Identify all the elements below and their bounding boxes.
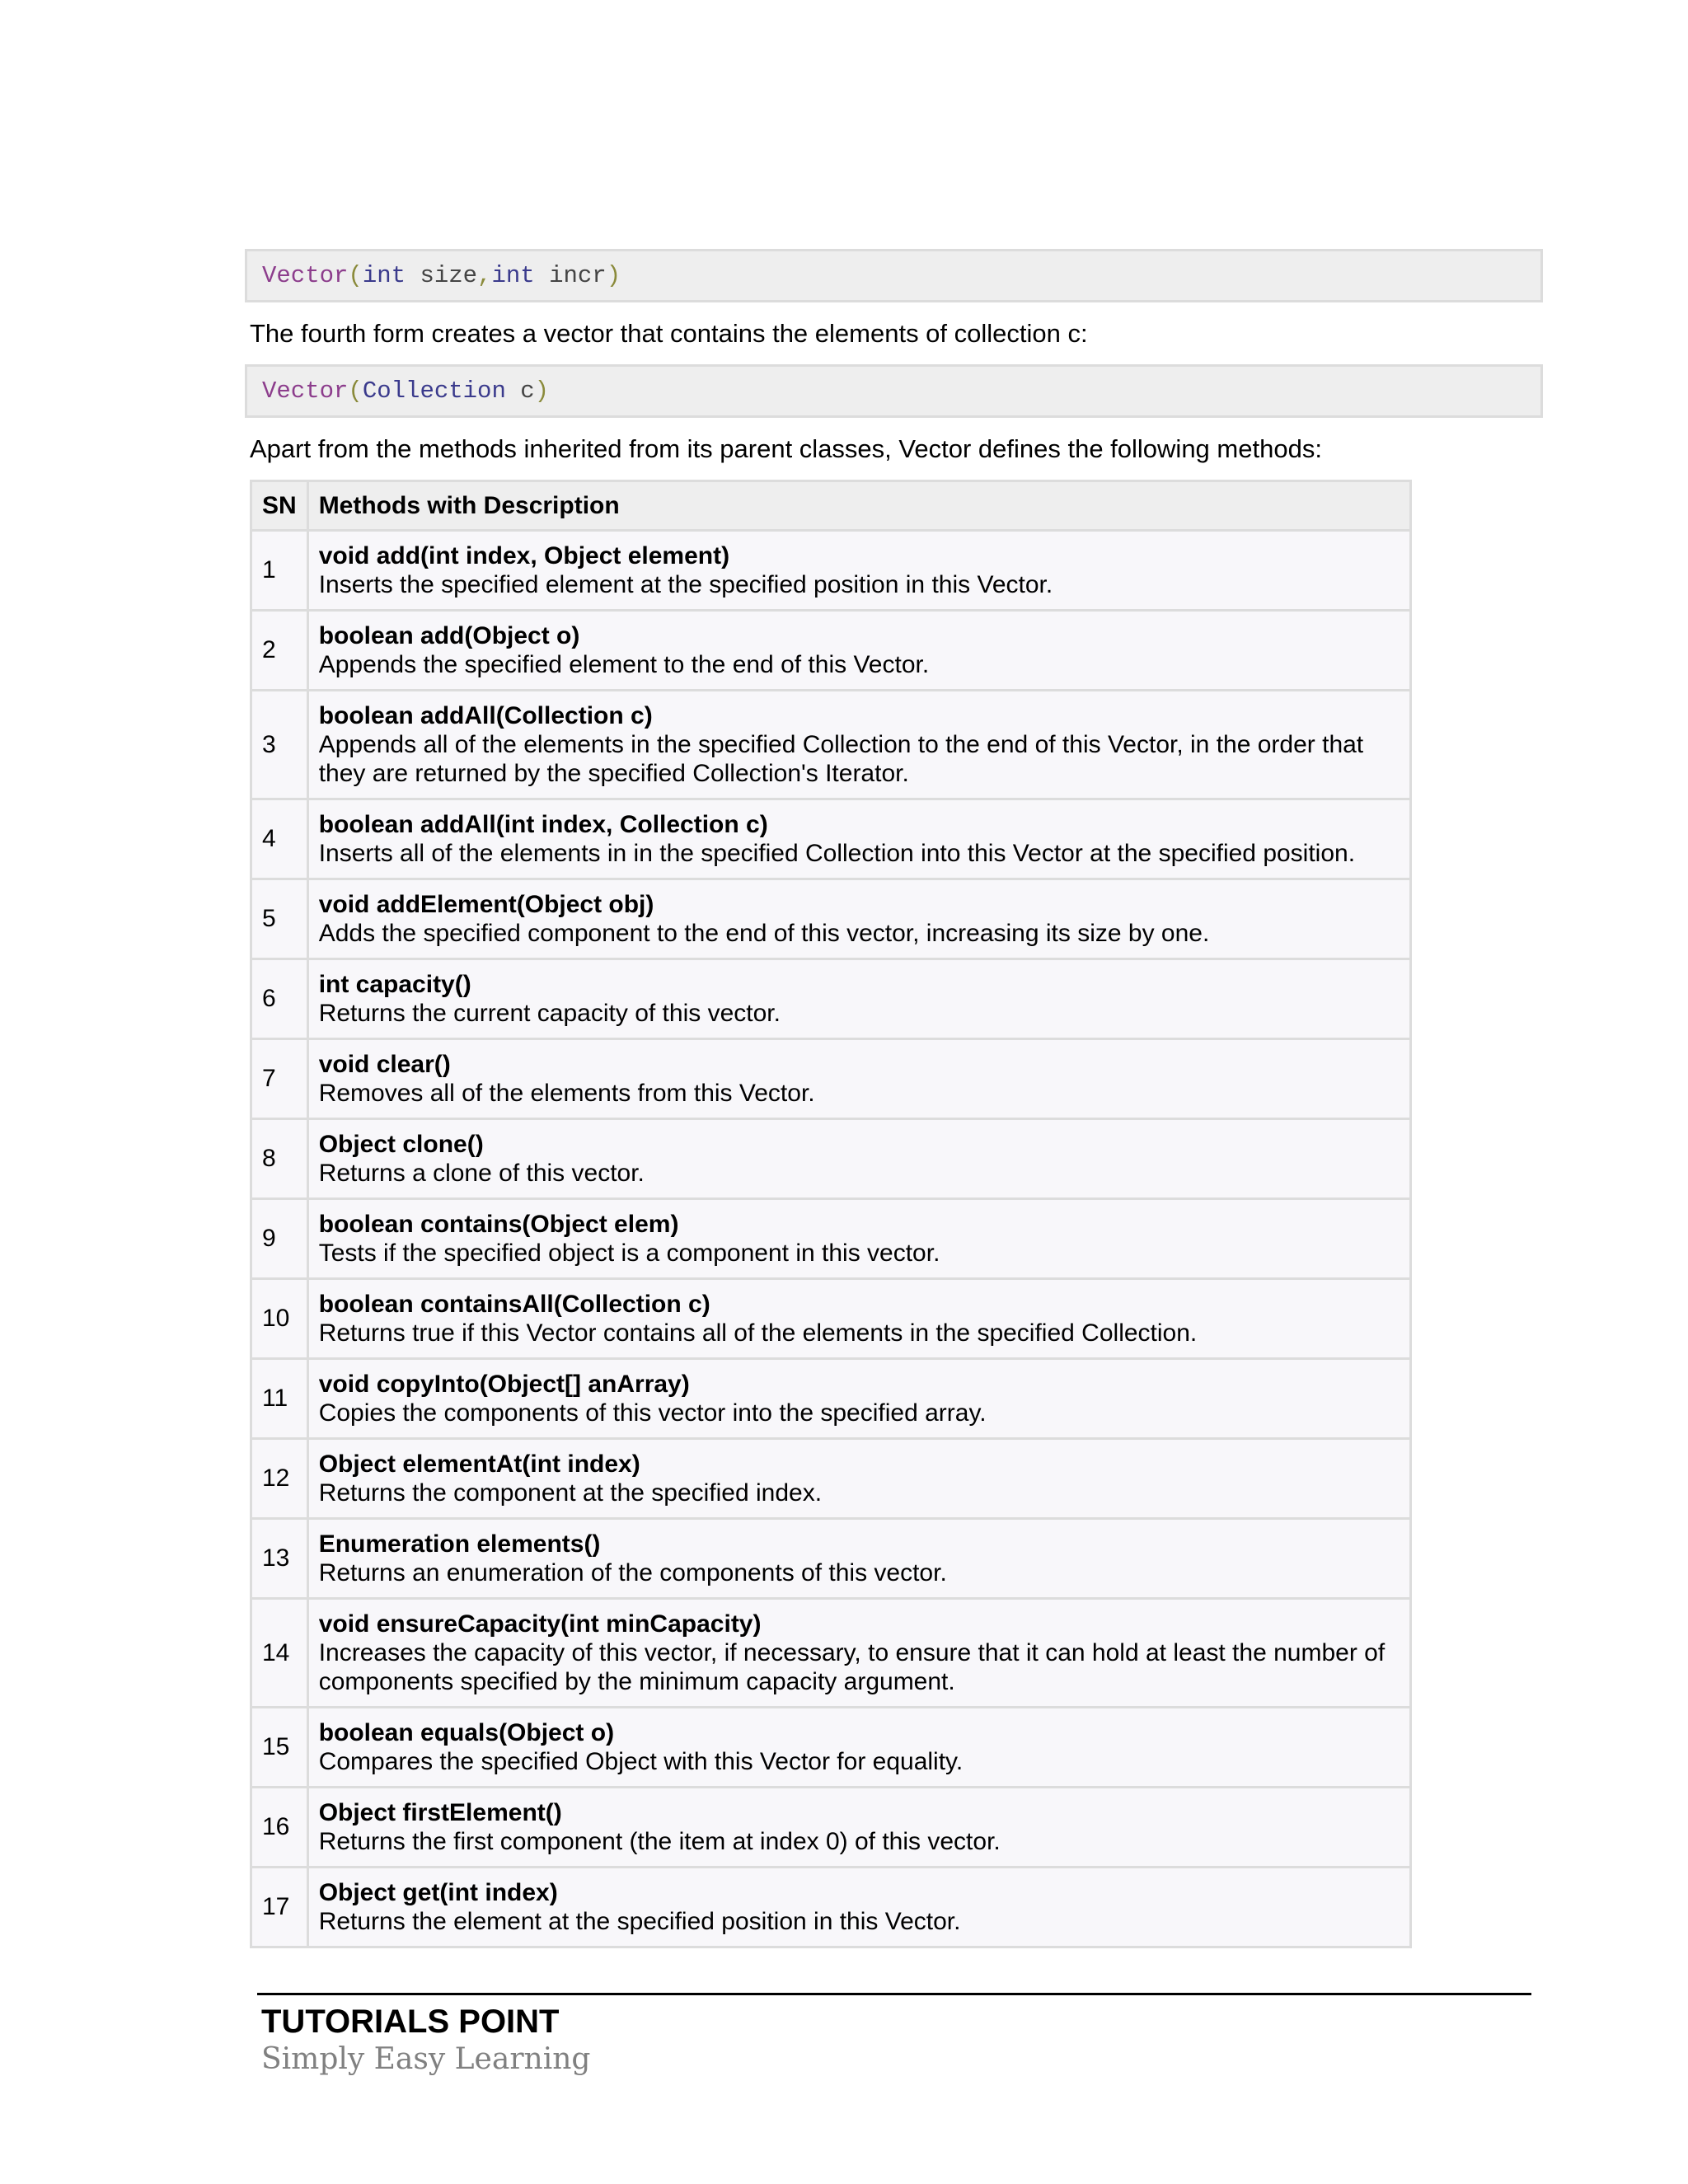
row-method [307, 1868, 1410, 1947]
row-sn: 12 [251, 1439, 308, 1519]
methods-table-body [251, 531, 1411, 1947]
method-signature: Object firstElement() [318, 1799, 562, 1826]
method-signature: Object elementAt(int index) [318, 1451, 640, 1478]
code-type: Collection [362, 377, 506, 405]
method-signature: void add(int index, Object element) [318, 542, 730, 569]
methods-table [250, 480, 1412, 1948]
method-signature: boolean addAll(int index, Collection c) [318, 811, 768, 838]
code-close-paren: ) [534, 377, 550, 405]
table-row [251, 1708, 1411, 1788]
method-signature: Enumeration elements() [318, 1530, 601, 1558]
row-method [307, 959, 1410, 1039]
method-signature: void clear() [318, 1051, 451, 1078]
method-description: Appends the specified element to the end of this Vector. [318, 651, 930, 678]
code-type: int [491, 262, 535, 289]
table-header-row [251, 481, 1411, 531]
row-method [307, 1199, 1410, 1279]
table-row [251, 799, 1411, 879]
row-method [307, 879, 1410, 959]
row-sn: 6 [251, 959, 308, 1039]
row-method [307, 1119, 1410, 1199]
page-content [245, 249, 1543, 1948]
row-sn: 9 [251, 1199, 308, 1279]
code-block-vector-collection [245, 364, 1543, 418]
table-row [251, 1119, 1411, 1199]
code-open-paren: ( [348, 262, 363, 289]
method-description: Returns the first component (the item at index 0) of this vector. [318, 1828, 1001, 1855]
row-method [307, 611, 1410, 691]
code-open-paren: ( [348, 377, 363, 405]
method-signature: void ensureCapacity(int minCapacity) [318, 1610, 762, 1638]
code-block-vector-size-incr [245, 249, 1543, 302]
method-description: Inserts all of the elements in in the specified Collection into this Vector at the specified position. [318, 840, 1356, 867]
table-row [251, 1519, 1411, 1599]
table-row [251, 1199, 1411, 1279]
row-method [307, 1439, 1410, 1519]
method-description: Inserts the specified element at the specified position in this Vector. [318, 571, 1053, 598]
method-description: Compares the specified Object with this Vector for equality. [318, 1748, 964, 1775]
code-close-paren: ) [606, 262, 621, 289]
header-sn: SN [251, 481, 308, 531]
row-sn: 14 [251, 1599, 308, 1708]
method-description: Returns the element at the specified position in this Vector. [318, 1908, 961, 1935]
row-sn: 1 [251, 531, 308, 611]
method-description: Returns true if this Vector contains all of the elements in the specified Collection. [318, 1319, 1198, 1347]
code-class-name: Vector [262, 377, 349, 405]
method-signature: Object get(int index) [318, 1879, 558, 1906]
method-description: Tests if the specified object is a component in this vector. [318, 1240, 940, 1267]
row-method [307, 1788, 1410, 1868]
method-signature: boolean add(Object o) [318, 622, 580, 649]
row-method [307, 1039, 1410, 1119]
table-row [251, 879, 1411, 959]
row-method [307, 1599, 1410, 1708]
row-method [307, 799, 1410, 879]
row-sn: 4 [251, 799, 308, 879]
table-row [251, 959, 1411, 1039]
row-sn: 3 [251, 691, 308, 799]
method-description: Copies the components of this vector into the specified array. [318, 1399, 987, 1427]
method-description: Appends all of the elements in the specified Collection to the end of this Vector, in the order that they are returned by the specified Collection's Iterator. [318, 731, 1364, 787]
code-arg: size [406, 262, 478, 289]
row-method [307, 691, 1410, 799]
method-description: Returns a clone of this vector. [318, 1160, 645, 1187]
footer-rule [257, 1993, 1531, 1995]
method-description: Adds the specified component to the end of this vector, increasing its size by one. [318, 920, 1210, 947]
code-class-name: Vector [262, 262, 349, 289]
table-row [251, 611, 1411, 691]
method-description: Returns the current capacity of this vector. [318, 1000, 781, 1027]
row-sn: 2 [251, 611, 308, 691]
table-row [251, 691, 1411, 799]
row-sn: 17 [251, 1868, 308, 1947]
row-sn: 5 [251, 879, 308, 959]
row-method [307, 531, 1410, 611]
method-signature: Object clone() [318, 1131, 484, 1158]
code-comma: , [477, 262, 492, 289]
table-row [251, 531, 1411, 611]
row-method [307, 1519, 1410, 1599]
method-signature: boolean addAll(Collection c) [318, 702, 653, 729]
table-row [251, 1279, 1411, 1359]
row-sn: 8 [251, 1119, 308, 1199]
footer-tagline: Simply Easy Learning [261, 2042, 591, 2076]
method-signature: boolean contains(Object elem) [318, 1211, 679, 1238]
method-signature: boolean equals(Object o) [318, 1719, 615, 1746]
method-signature: boolean containsAll(Collection c) [318, 1291, 710, 1318]
row-sn: 7 [251, 1039, 308, 1119]
row-sn: 16 [251, 1788, 308, 1868]
row-sn: 11 [251, 1359, 308, 1439]
row-method [307, 1359, 1410, 1439]
footer-brand: TUTORIALS POINT [261, 2004, 560, 2040]
table-row [251, 1868, 1411, 1947]
method-signature: void copyInto(Object[] anArray) [318, 1371, 690, 1398]
table-row [251, 1039, 1411, 1119]
method-description: Removes all of the elements from this Vector. [318, 1080, 815, 1107]
table-row [251, 1439, 1411, 1519]
paragraph-fourth-form: The fourth form creates a vector that contains the elements of collection c: [250, 319, 1088, 348]
method-signature: void addElement(Object obj) [318, 891, 654, 918]
header-methods: Methods with Description [307, 481, 1410, 531]
row-sn: 15 [251, 1708, 308, 1788]
table-row [251, 1788, 1411, 1868]
method-signature: int capacity() [318, 971, 471, 998]
paragraph-methods-intro: Apart from the methods inherited from its parent classes, Vector defines the following methods: [250, 434, 1322, 463]
row-sn: 13 [251, 1519, 308, 1599]
code-arg: c [505, 377, 535, 405]
table-row [251, 1359, 1411, 1439]
method-description: Returns the component at the specified index. [318, 1479, 823, 1507]
row-method [307, 1708, 1410, 1788]
method-description: Returns an enumeration of the components of this vector. [318, 1559, 947, 1586]
code-arg: incr [534, 262, 607, 289]
table-row [251, 1599, 1411, 1708]
code-type: int [362, 262, 406, 289]
row-sn: 10 [251, 1279, 308, 1359]
row-method [307, 1279, 1410, 1359]
method-description: Increases the capacity of this vector, if necessary, to ensure that it can hold at least the number of components specified by the minimum capacity argument. [318, 1639, 1386, 1695]
